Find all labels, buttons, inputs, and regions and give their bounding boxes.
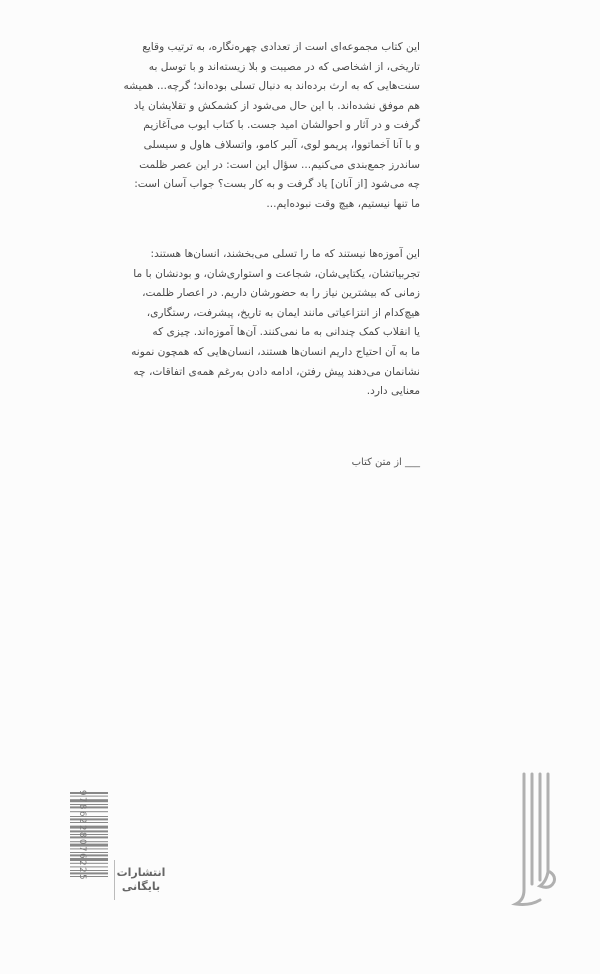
text-line: سنت‌هایی که به ارث برده‌اند به دنبال تسلی بوده‌اند؛ گرچه... همیشه xyxy=(123,80,420,93)
text-line: ساندرز جمع‌بندی می‌کنیم... سؤال این است: در این عصر ظلمت xyxy=(139,158,420,171)
barcode-bar xyxy=(70,854,108,856)
barcode-bar xyxy=(70,872,108,874)
barcode-bar xyxy=(70,866,108,867)
text-line: و با آنا آخماتووا، پریمو لوی، آلبر کامو، واتسلاف هاول و سیسلی xyxy=(143,138,420,151)
barcode-bar xyxy=(70,796,108,797)
barcode-bar xyxy=(70,816,108,817)
blurb-paragraph-1 xyxy=(123,38,420,214)
barcode-number: 9786228076225 xyxy=(77,790,87,882)
barcode-bar xyxy=(70,876,108,877)
publisher-line1: انتشارات xyxy=(116,866,166,879)
text-line: تجربیاتشان، یکتایی‌شان، شجاعت و استواری‌شان، و بودنشان با ما xyxy=(133,267,420,280)
barcode-bar xyxy=(70,811,108,812)
divider xyxy=(114,860,115,900)
barcode-bar xyxy=(70,822,108,823)
attribution: ___ از متن کتاب xyxy=(351,457,420,468)
publisher-line2: بایگانی xyxy=(121,880,161,893)
text-line: هم موفق نشده‌اند. با این حال می‌شود از کشمکش و تقلایشان یاد xyxy=(133,99,420,112)
barcode-bar xyxy=(70,841,108,842)
text-line: هیچ‌کدام از انتزاعیاتی مانند ایمان به تاریخ، پیشرفت، رستگاری، xyxy=(146,306,420,319)
barcode-bar xyxy=(70,836,108,838)
barcode-bar xyxy=(70,863,108,864)
text-line: گرفت و در آثار و احوالشان امید جست. با کتاب ایوب می‌آغازیم xyxy=(143,119,420,132)
text-line: زمانی که بیشترین نیاز را به حضورشان داریم. در اعصار ظلمت، xyxy=(142,287,420,300)
barcode-bar xyxy=(70,870,108,871)
calligraphy-logo-icon xyxy=(510,772,560,912)
text-line: ما تنها نیستیم، هیچ وقت نبوده‌ایم... xyxy=(266,197,420,210)
blurb-paragraph-2 xyxy=(131,245,420,402)
text-line: یا انقلاب کمک چندانی به ما نمی‌کنند. آن‌ها آموزه‌اند. چیزی که xyxy=(152,326,420,339)
text-line: این آموزه‌ها نیستند که ما را تسلی می‌بخشند، انسان‌ها هستند: xyxy=(150,248,420,260)
text-line: این کتاب مجموعه‌ای است از تعدادی چهره‌نگاره، به ترتیب وقایع xyxy=(142,41,420,53)
barcode-bar xyxy=(70,804,108,805)
barcode-bar xyxy=(70,852,108,853)
barcode-bar xyxy=(70,834,108,835)
text-line: نشانمان می‌دهند پیش رفتن، ادامه دادن به‌رغم همه‌ی اتفاقات، چه xyxy=(133,365,420,378)
barcode-bar xyxy=(70,844,108,847)
barcode-bar xyxy=(70,799,108,802)
barcode-bar xyxy=(70,830,108,832)
text-line: ما به آن احتیاج داریم انسان‌ها هستند، انسان‌هایی که همچون نمونه xyxy=(131,345,420,358)
text-line: معنایی دارد. xyxy=(366,385,420,398)
barcode-bar xyxy=(70,806,108,808)
text-line: چه می‌شود [از آنان] یاد گرفت و به کار بست؟ جواب آسان است: xyxy=(134,178,420,191)
publisher-logo xyxy=(116,866,166,894)
barcode-bar xyxy=(70,792,108,794)
barcode-bar xyxy=(70,848,108,849)
barcode-bar xyxy=(70,818,108,820)
barcode-bar xyxy=(70,826,108,829)
barcode-bar xyxy=(70,858,108,861)
text-line: تاریخی، از اشخاصی که در مصیبت و بلا زیسته‌اند و با توسل به xyxy=(148,60,420,73)
